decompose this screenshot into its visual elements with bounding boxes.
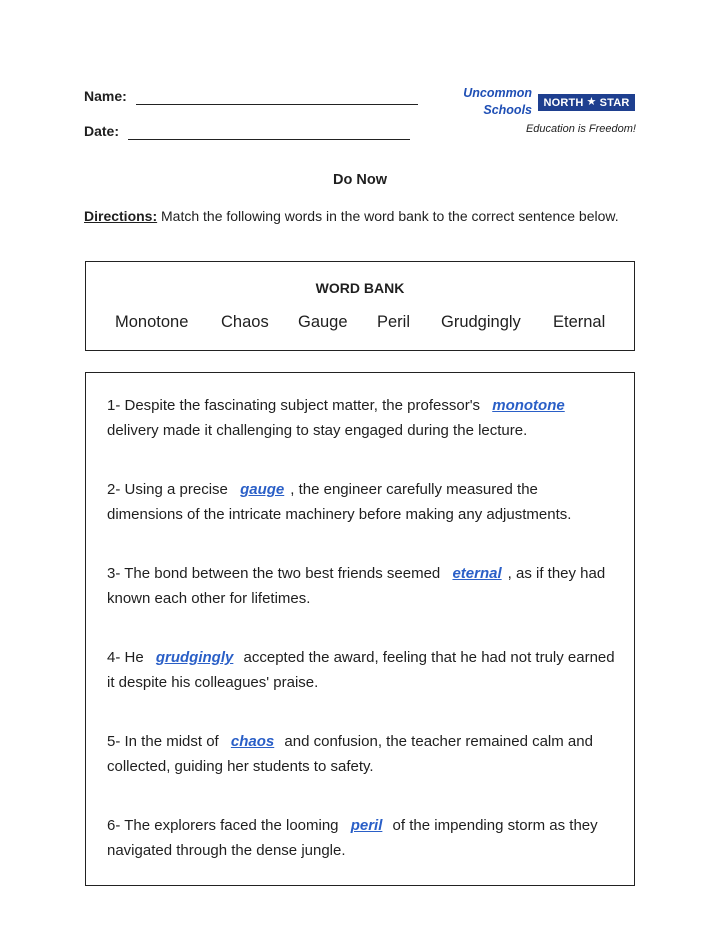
badge-right-text: STAR (599, 96, 630, 109)
star-icon: ★ (586, 96, 597, 108)
question-text: 1- Despite the fascinating subject matter, the professor's (107, 397, 485, 414)
question-text: 3- The bond between the two best friends seemed (107, 565, 445, 582)
date-label: Date: (84, 123, 120, 139)
directions (84, 205, 644, 227)
answer-6[interactable]: peril (350, 817, 383, 834)
question-text: of the impending storm as they navigated through the dense jungle. (107, 817, 598, 859)
questions-box (85, 372, 635, 886)
word-bank-word: Grudgingly (441, 313, 521, 331)
answer-2[interactable]: gauge (240, 481, 285, 498)
question-text: , the engineer carefully measured the dimensions of the intricate machinery before making any adjustments. (107, 481, 572, 523)
logo-line1: Uncommon (463, 86, 532, 100)
word-bank-word: Peril (377, 313, 411, 331)
question-2 (107, 478, 617, 527)
word-bank-word: Eternal (553, 313, 606, 331)
answer-5[interactable]: chaos (230, 733, 275, 750)
north-star-badge (538, 94, 635, 111)
question-6 (107, 814, 617, 863)
logo-wordmark (446, 85, 532, 119)
question-4 (107, 646, 617, 695)
word-bank-word: Chaos (221, 313, 269, 331)
word-bank-word: Gauge (298, 313, 348, 331)
word-bank (85, 261, 635, 351)
question-text: 4- He (107, 649, 148, 666)
directions-text: Match the following words in the word bank to the correct sentence below. (157, 208, 619, 224)
question-text: 6- The explorers faced the looming (107, 817, 343, 834)
question-text: , as if they had known each other for lifetimes. (107, 565, 606, 607)
tagline: Education is Freedom! (525, 123, 636, 135)
question-text: accepted the award, feeling that he had not truly earned it despite his colleagues' praise. (107, 649, 615, 691)
answer-3[interactable]: eternal (452, 565, 502, 582)
date-line[interactable] (128, 139, 410, 140)
question-3 (107, 562, 617, 611)
answer-4[interactable]: grudgingly (155, 649, 234, 666)
question-text: 2- Using a precise (107, 481, 233, 498)
badge-left-text: NORTH (543, 96, 584, 109)
question-5 (107, 730, 617, 779)
question-1 (107, 394, 617, 443)
question-text: delivery made it challenging to stay engaged during the lecture. (107, 421, 528, 439)
directions-label: Directions: (84, 208, 158, 224)
answer-1[interactable]: monotone (492, 397, 565, 414)
word-bank-word: Monotone (115, 313, 189, 331)
page-title: Do Now (333, 172, 387, 188)
word-bank-title: WORD BANK (315, 280, 405, 296)
question-text: 5- In the midst of (107, 733, 223, 750)
name-line[interactable] (136, 104, 418, 105)
logo-line2: Schools (483, 103, 532, 117)
question-text: and confusion, the teacher remained calm and collected, guiding her students to safety. (107, 733, 593, 775)
name-label: Name: (84, 88, 127, 104)
